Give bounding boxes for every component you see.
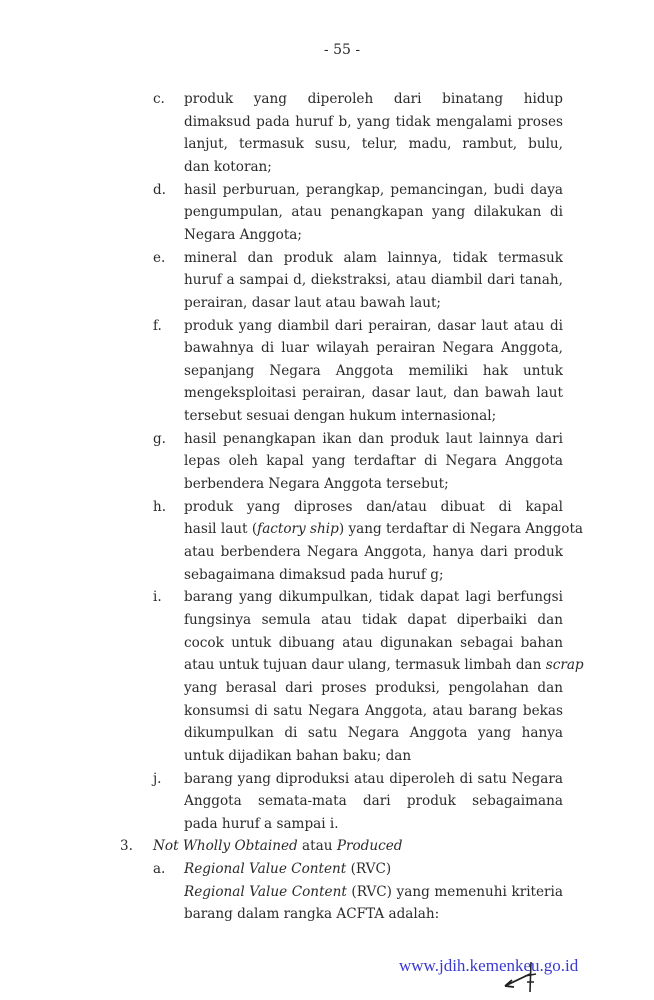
text-line: produk yang diperoleh dari binatang hidup <box>184 91 563 107</box>
footer-url-link[interactable]: www.jdih.kemenkeu.go.id <box>399 956 579 975</box>
signature-mark <box>500 960 570 994</box>
list-marker: g. <box>153 430 166 447</box>
text-line: sebagaimana dimaksud pada huruf g; <box>184 566 444 583</box>
text-line: barang dalam rangka ACFTA adalah: <box>184 906 440 923</box>
text-line: lepas oleh kapal yang terdaftar di Negara Anggota <box>184 453 563 470</box>
text-line <box>184 881 563 904</box>
list-marker: d. <box>153 181 166 198</box>
section-number: 3. <box>120 838 133 855</box>
text-line: bawahnya di luar wilayah perairan Negara Anggota, <box>184 340 563 357</box>
text-line: dikumpulkan di satu Negara Anggota yang hanya <box>184 725 563 742</box>
text-line <box>184 654 584 677</box>
text-line: untuk dijadikan bahan baku; dan <box>184 747 412 764</box>
italic-term: Regional Value Content <box>184 861 347 878</box>
text-line: pada huruf a sampai i. <box>184 815 339 832</box>
text-line: fungsinya semula atau tidak dapat diperbaiki dan <box>184 611 563 628</box>
text-line: hasil perburuan, perangkap, pemancingan, budi daya <box>184 181 563 198</box>
text-line: mineral dan produk alam lainnya, tidak termasuk <box>184 249 563 266</box>
list-marker: i. <box>153 589 162 606</box>
text-line: Anggota semata-mata dari produk sebagaimana <box>184 793 563 810</box>
text-segment: (RVC) yang memenuhi kriteria <box>351 883 563 900</box>
italic-term: Not Wholly Obtained <box>153 838 298 855</box>
text-line: berbendera Negara Anggota tersebut; <box>184 476 449 493</box>
italic-term: Produced <box>336 838 403 855</box>
text-segment: atau <box>297 838 337 855</box>
text-segment: (RVC) <box>346 861 392 878</box>
text-line <box>184 858 563 881</box>
text-segment: ) yang terdaftar di Negara Anggota <box>338 521 584 538</box>
section-title <box>153 835 553 858</box>
italic-term: factory ship <box>257 521 339 538</box>
list-marker: f. <box>153 317 162 334</box>
text-line: Negara Anggota; <box>184 226 302 243</box>
text-line: hasil penangkapan ikan dan produk laut lainnya dari <box>184 430 563 447</box>
list-marker: h. <box>153 498 166 515</box>
page-number: - 55 - <box>323 42 361 58</box>
text-line: cocok untuk dibuang atau digunakan sebagai bahan <box>184 634 563 651</box>
text-line: atau berbendera Negara Anggota, hanya dari produk <box>184 544 563 560</box>
text-line: dimaksud pada huruf b, yang tidak mengalami proses <box>184 113 563 130</box>
text-line <box>184 518 584 541</box>
text-line: yang berasal dari proses produksi, pengolahan dan <box>184 679 563 696</box>
text-segment: atau untuk tujuan daur ulang, termasuk limbah dan <box>184 657 546 674</box>
italic-term: scrap <box>545 657 584 674</box>
text-line: dan kotoran; <box>184 158 272 175</box>
italic-term: Regional Value Content <box>184 883 347 900</box>
text-line: barang yang diproduksi atau diperoleh di satu Negara <box>184 770 563 787</box>
list-marker: e. <box>153 249 166 266</box>
text-segment: hasil laut ( <box>184 521 258 538</box>
list-marker: j. <box>153 770 162 787</box>
text-line: barang yang dikumpulkan, tidak dapat lagi berfungsi <box>184 589 563 606</box>
text-line: konsumsi di satu Negara Anggota, atau barang bekas <box>184 702 563 719</box>
text-line: mengeksploitasi perairan, dasar laut, dan bawah laut <box>184 385 563 402</box>
list-marker: c. <box>153 91 165 107</box>
text-line: sepanjang Negara Anggota memiliki hak untuk <box>184 362 563 379</box>
text-line: pengumpulan, atau penangkapan yang dilakukan di <box>184 204 563 221</box>
text-line: perairan, dasar laut atau bawah laut; <box>184 294 442 311</box>
text-line: lanjut, termasuk susu, telur, madu, rambut, bulu, <box>184 136 563 153</box>
text-line: produk yang diproses dan/atau dibuat di kapal <box>184 498 563 515</box>
text-line: tersebut sesuai dengan hukum internasional; <box>184 408 497 425</box>
list-marker: a. <box>153 861 166 878</box>
text-line: huruf a sampai d, diekstraksi, atau diambil dari tanah, <box>184 272 563 289</box>
text-line: produk yang diambil dari perairan, dasar laut atau di <box>184 317 563 334</box>
